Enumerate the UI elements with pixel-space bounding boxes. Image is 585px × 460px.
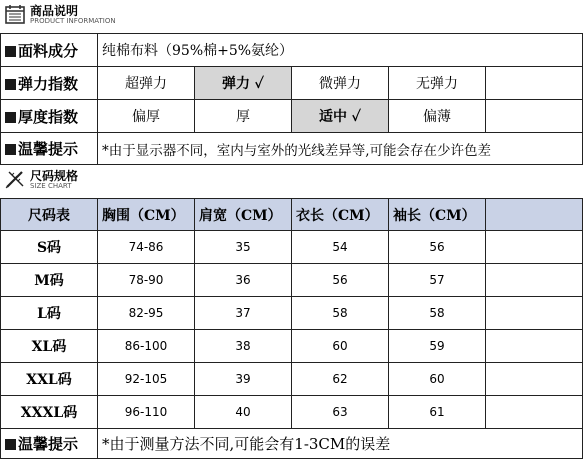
size-row [1, 297, 583, 330]
empty-cell [486, 297, 583, 330]
size-row [1, 264, 583, 297]
elasticity-option: 超弹力 [98, 67, 195, 100]
product-info-subtitle: PRODUCT INFORMATION [30, 17, 116, 25]
size-header-cell: 尺码表 [1, 199, 98, 231]
size-row [1, 231, 583, 264]
size-cell: 86-100 [98, 330, 195, 363]
empty-cell [486, 264, 583, 297]
size-header-cell: 肩宽（CM） [195, 199, 292, 231]
size-cell: 92-105 [98, 363, 195, 396]
empty-cell [486, 100, 583, 133]
ruler-pencil-icon [4, 168, 26, 190]
size-cell: 78-90 [98, 264, 195, 297]
size-cell: 37 [195, 297, 292, 330]
empty-cell [486, 67, 583, 100]
size-cell: 60 [389, 363, 486, 396]
size-cell: 58 [292, 297, 389, 330]
thickness-label-cell [1, 100, 98, 133]
size-notice-text: *由于测量方法不同,可能会有1-3CM的误差 [98, 429, 583, 459]
size-cell: 58 [389, 297, 486, 330]
thickness-option-selected: 适中 ✓ [292, 100, 389, 133]
size-cell: 36 [195, 264, 292, 297]
fabric-label-cell [1, 34, 98, 67]
thickness-option: 偏厚 [98, 100, 195, 133]
size-cell: 61 [389, 396, 486, 429]
thickness-option: 偏薄 [389, 100, 486, 133]
elasticity-option: 无弹力 [389, 67, 486, 100]
elasticity-option-selected: 弹力 ✓ [195, 67, 292, 100]
product-info-header [0, 0, 585, 32]
size-label: XXXL码 [1, 396, 98, 429]
elasticity-label: 弹力指数 [18, 74, 79, 93]
size-chart-table [0, 198, 583, 459]
size-cell: 63 [292, 396, 389, 429]
size-cell: 40 [195, 396, 292, 429]
fabric-label: 面料成分 [18, 41, 79, 60]
square-bullet-icon [5, 439, 16, 450]
size-cell: 56 [389, 231, 486, 264]
notice-label: 温馨提示 [18, 140, 79, 158]
square-bullet-icon [5, 144, 16, 155]
size-cell: 38 [195, 330, 292, 363]
empty-cell [486, 231, 583, 264]
calendar-icon [4, 3, 26, 25]
size-row [1, 363, 583, 396]
product-attributes-table [0, 33, 583, 165]
fabric-value: 纯棉布料（95%棉+5%氨纶） [98, 34, 583, 67]
elasticity-label-cell [1, 67, 98, 100]
size-header-empty [486, 199, 583, 231]
size-cell: 56 [292, 264, 389, 297]
size-cell: 57 [389, 264, 486, 297]
square-bullet-icon [5, 79, 16, 90]
square-bullet-icon [5, 46, 16, 57]
thickness-row [1, 100, 583, 133]
size-cell: 59 [389, 330, 486, 363]
size-chart-title: 尺码规格 [30, 169, 79, 183]
size-label: S码 [1, 231, 98, 264]
size-header-cell: 衣长（CM） [292, 199, 389, 231]
empty-cell [486, 363, 583, 396]
size-header-cell: 胸围（CM） [98, 199, 195, 231]
size-row [1, 396, 583, 429]
size-chart-subtitle: SIZE CHART [30, 182, 72, 190]
size-cell: 96-110 [98, 396, 195, 429]
square-bullet-icon [5, 112, 16, 123]
thickness-option: 厚 [195, 100, 292, 133]
size-cell: 35 [195, 231, 292, 264]
size-label: XXL码 [1, 363, 98, 396]
size-cell: 74-86 [98, 231, 195, 264]
size-notice-label: 温馨提示 [18, 435, 79, 453]
size-label: L码 [1, 297, 98, 330]
empty-cell [486, 396, 583, 429]
size-label: M码 [1, 264, 98, 297]
product-info-title: 商品说明 [30, 4, 79, 18]
size-header-row [1, 199, 583, 231]
size-chart-header [0, 165, 585, 197]
size-cell: 39 [195, 363, 292, 396]
size-notice-row [1, 429, 583, 459]
size-cell: 54 [292, 231, 389, 264]
empty-cell [486, 330, 583, 363]
size-cell: 62 [292, 363, 389, 396]
fabric-row [1, 34, 583, 67]
notice-text: *由于显示器不同，室内与室外的光线差异等,可能会存在少许色差 [98, 133, 583, 165]
notice-label-cell [1, 133, 98, 165]
size-header-cell: 袖长（CM） [389, 199, 486, 231]
size-row [1, 330, 583, 363]
notice-row [1, 133, 583, 165]
size-notice-label-cell [1, 429, 98, 459]
elasticity-row [1, 67, 583, 100]
size-label: XL码 [1, 330, 98, 363]
size-cell: 82-95 [98, 297, 195, 330]
thickness-label: 厚度指数 [18, 107, 79, 126]
size-cell: 60 [292, 330, 389, 363]
elasticity-option: 微弹力 [292, 67, 389, 100]
